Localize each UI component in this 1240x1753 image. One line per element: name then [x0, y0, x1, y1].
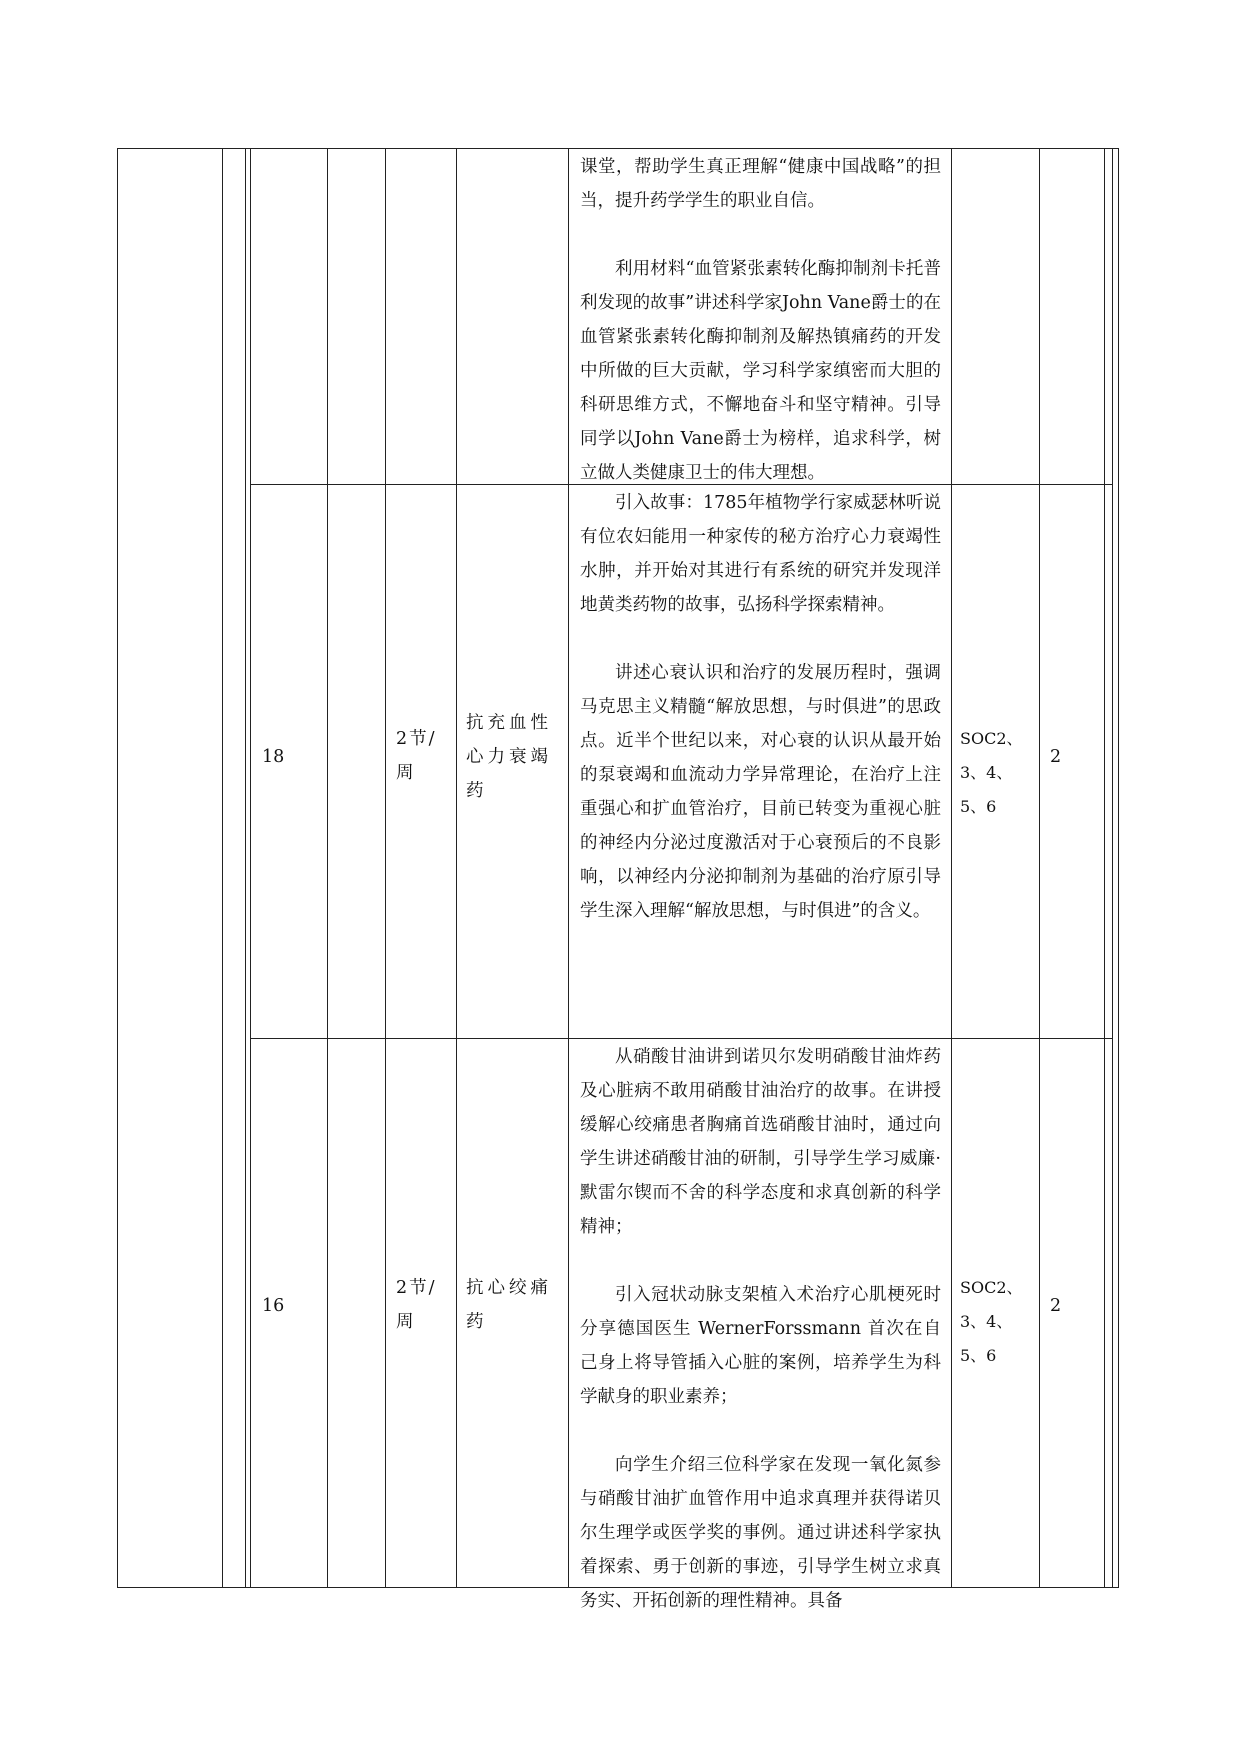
content-paragraph: 引入冠状动脉支架植入术治疗心肌梗死时分享德国医生 WernerForssmann 首次在自己身上将导管插入心脏的案例，培养学生为科学献身的职业素养； — [580, 1285, 941, 1407]
row-3-credit: 2 — [1050, 1296, 1062, 1316]
row-2-hours: 2节/周 — [396, 729, 437, 783]
column-divider — [385, 148, 386, 1588]
content-paragraph: 讲述心衰认识和治疗的发展历程时，强调马克思主义精髓“解放思想，与时俱进”的思政点。近半个世纪以来，对心衰的认识从最开始的泵衰竭和血流动力学异常理论，在治疗上注重强心和扩血管治疗，目前已转变为重视心脏的神经内分泌过度激活对于心衰预后的不良影响，以神经内分泌抑制剂为基础的治疗原引导学生深入理解“解放思想，与时俱进”的含义。 — [580, 663, 941, 921]
content-paragraph: 课堂，帮助学生真正理解“健康中国战略”的担当，提升药学学生的职业自信。 — [580, 157, 941, 211]
column-divider — [250, 148, 251, 1588]
column-divider — [1039, 148, 1040, 1588]
row-3-week: 16 — [262, 1296, 285, 1316]
row-2-content — [580, 486, 941, 928]
column-divider — [327, 148, 328, 1588]
row-3-topic: 抗心绞痛药 — [466, 1278, 552, 1332]
content-paragraph: 利用材料“血管紧张素转化酶抑制剂卡托普利发现的故事”讲述科学家John Vane爵士的在血管紧张素转化酶抑制剂及解热镇痛药的开发中所做的巨大贡献，学习科学家缜密而大胆的科研思维方式，不懈地奋斗和坚守精神。引导同学以John Vane爵士为榜样，追求科学，树立做人类健康卫士的伟大理想。 — [580, 259, 941, 483]
row-2-week: 18 — [262, 747, 285, 767]
row-3-content — [580, 1040, 941, 1618]
row-3-hours: 2节/周 — [396, 1278, 437, 1332]
row-divider — [250, 1038, 1112, 1039]
column-divider — [1112, 148, 1113, 1588]
content-paragraph: 从硝酸甘油讲到诺贝尔发明硝酸甘油炸药及心脏病不敢用硝酸甘油治疗的故事。在讲授缓解心绞痛患者胸痛首选硝酸甘油时，通过向学生讲述硝酸甘油的研制，引导学生学习威廉·默雷尔锲而不舍的科学态度和求真创新的科学精神； — [580, 1047, 941, 1237]
content-paragraph: 引入故事：1785年植物学行家威瑟林听说有位农妇能用一种家传的秘方治疗心力衰竭性水肿，并开始对其进行有系统的研究并发现洋地黄类药物的故事，弘扬科学探索精神。 — [580, 493, 941, 615]
row-3-soc: SOC2、3、4、5、6 — [960, 1278, 1023, 1365]
column-divider — [245, 148, 246, 1588]
column-divider — [568, 148, 569, 1588]
row-2-soc: SOC2、3、4、5、6 — [960, 729, 1023, 816]
column-divider — [951, 148, 952, 1588]
row-2-topic: 抗充血性心力衰竭药 — [466, 713, 552, 801]
column-divider — [456, 148, 457, 1588]
column-divider — [1104, 148, 1105, 1588]
row-2-credit: 2 — [1050, 747, 1062, 767]
content-paragraph: 向学生介绍三位科学家在发现一氧化氮参与硝酸甘油扩血管作用中追求真理并获得诺贝尔生理学或医学奖的事例。通过讲述科学家执着探索、勇于创新的事迹，引导学生树立求真务实、开拓创新的理性精神。具备 — [580, 1455, 941, 1611]
row-1-content — [580, 150, 941, 490]
column-divider — [222, 148, 223, 1588]
